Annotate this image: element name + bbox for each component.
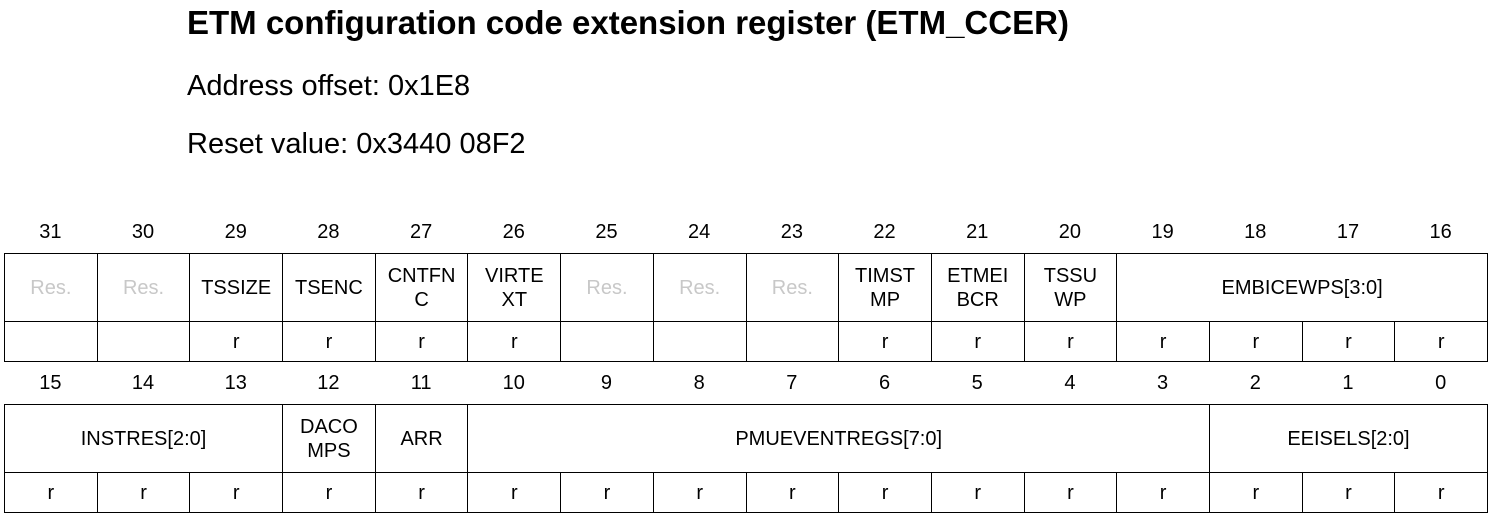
field-label: Res. [771, 276, 813, 299]
access-cell: r [1303, 473, 1396, 513]
bit-number: 16 [1429, 221, 1452, 243]
bit-number: 26 [502, 221, 525, 243]
address-offset: Address offset: 0x1E8 [187, 70, 471, 102]
access-cell: r [190, 473, 283, 513]
register-field [468, 254, 561, 322]
bit-number: 25 [595, 221, 618, 243]
register-field [932, 254, 1025, 322]
access-cell: r [932, 322, 1025, 362]
field-label: DACO MPS [300, 415, 358, 462]
bit-number: 23 [780, 221, 803, 243]
register-field [468, 405, 1210, 473]
bit-number: 10 [502, 372, 525, 394]
field-label: ETMEI BCR [947, 264, 1009, 311]
access-cell [747, 322, 840, 362]
register-field [1117, 254, 1488, 322]
bit-number: 0 [1435, 372, 1447, 394]
access-cell: r [468, 322, 561, 362]
register-title: ETM configuration code extension register (ETM_CCER) [187, 4, 1069, 41]
access-cell: r [1395, 473, 1488, 513]
reserved-field [561, 254, 654, 322]
access-cell: r [376, 322, 469, 362]
field-label: TSENC [295, 276, 363, 299]
bit-number: 7 [786, 372, 798, 394]
register-field [5, 405, 283, 473]
bit-number: 19 [1151, 221, 1174, 243]
bit-number: 6 [878, 372, 891, 394]
field-label: PMUEVENTREGS[7:0] [735, 427, 943, 450]
field-label: Res. [122, 276, 165, 299]
access-cell [561, 322, 654, 362]
bit-number: 13 [224, 372, 247, 394]
bit-number: 14 [131, 372, 155, 394]
bit-number: 27 [409, 221, 433, 243]
bit-number: 15 [39, 372, 62, 394]
access-cell: r [1210, 473, 1303, 513]
bit-number: 18 [1244, 221, 1267, 243]
bit-number: 4 [1064, 372, 1076, 394]
reserved-field [5, 254, 98, 322]
bit-number: 9 [600, 372, 613, 394]
access-cell: r [561, 473, 654, 513]
access-cell: r [932, 473, 1025, 513]
field-label: VIRTE XT [485, 264, 544, 311]
bit-number: 8 [693, 372, 705, 394]
bit-number: 30 [131, 221, 155, 243]
reserved-field [654, 254, 747, 322]
field-label: TIMST MP [855, 264, 916, 311]
access-cell: r [654, 473, 747, 513]
bit-number: 21 [966, 221, 989, 243]
access-cell: r [1025, 473, 1118, 513]
access-cell: r [1210, 322, 1303, 362]
reset-value: Reset value: 0x3440 08F2 [187, 128, 526, 160]
reserved-field [98, 254, 191, 322]
register-field [1025, 254, 1118, 322]
bit-number: 11 [410, 372, 432, 394]
access-cell [5, 322, 98, 362]
field-label: INSTRES[2:0] [80, 427, 207, 450]
bit-number: 5 [971, 372, 983, 394]
bit-number: 3 [1157, 372, 1169, 394]
access-cell: r [1303, 322, 1396, 362]
access-upper [4, 322, 1488, 362]
fields-upper [4, 253, 1488, 322]
bit-number: 20 [1058, 221, 1082, 243]
access-cell: r [190, 322, 283, 362]
field-label: EMBICEWPS[3:0] [1221, 276, 1383, 299]
access-cell: r [839, 473, 932, 513]
bit-number: 24 [688, 221, 711, 243]
access-cell: r [283, 473, 376, 513]
access-cell: r [747, 473, 840, 513]
access-cell: r [839, 322, 932, 362]
field-label: Res. [679, 276, 721, 299]
register-field [376, 405, 469, 473]
register-field [283, 405, 376, 473]
access-cell: r [1117, 473, 1210, 513]
access-lower [4, 473, 1488, 513]
register-field [283, 254, 376, 322]
register-field [839, 254, 932, 322]
register-field [376, 254, 469, 322]
bit-number: 29 [224, 221, 247, 243]
access-cell: r [468, 473, 561, 513]
field-label: Res. [586, 276, 628, 299]
field-label: EEISELS[2:0] [1287, 427, 1410, 450]
register-field [190, 254, 283, 322]
bit-number: 12 [317, 372, 340, 394]
bit-number: 2 [1249, 372, 1261, 394]
bit-numbers-upper [4, 220, 1487, 244]
access-cell: r [5, 473, 98, 513]
bit-number: 22 [873, 221, 896, 243]
bit-number: 17 [1336, 221, 1360, 243]
access-cell: r [1395, 322, 1488, 362]
reserved-field [747, 254, 840, 322]
access-cell: r [1025, 322, 1118, 362]
bit-numbers-lower [4, 371, 1487, 395]
access-cell: r [98, 473, 191, 513]
bit-number: 1 [1342, 372, 1354, 394]
access-cell: r [283, 322, 376, 362]
bit-number: 28 [317, 221, 340, 243]
field-label: Res. [30, 276, 72, 299]
field-label: TSSIZE [201, 276, 272, 299]
field-label: ARR [400, 427, 443, 450]
access-cell [98, 322, 191, 362]
access-cell: r [376, 473, 469, 513]
access-cell: r [1117, 322, 1210, 362]
field-label: CNTFN C [387, 264, 456, 311]
register-field [1210, 405, 1488, 473]
fields-lower [4, 404, 1488, 473]
field-label: TSSU WP [1043, 264, 1098, 311]
access-cell [654, 322, 747, 362]
bit-number: 31 [39, 221, 62, 243]
